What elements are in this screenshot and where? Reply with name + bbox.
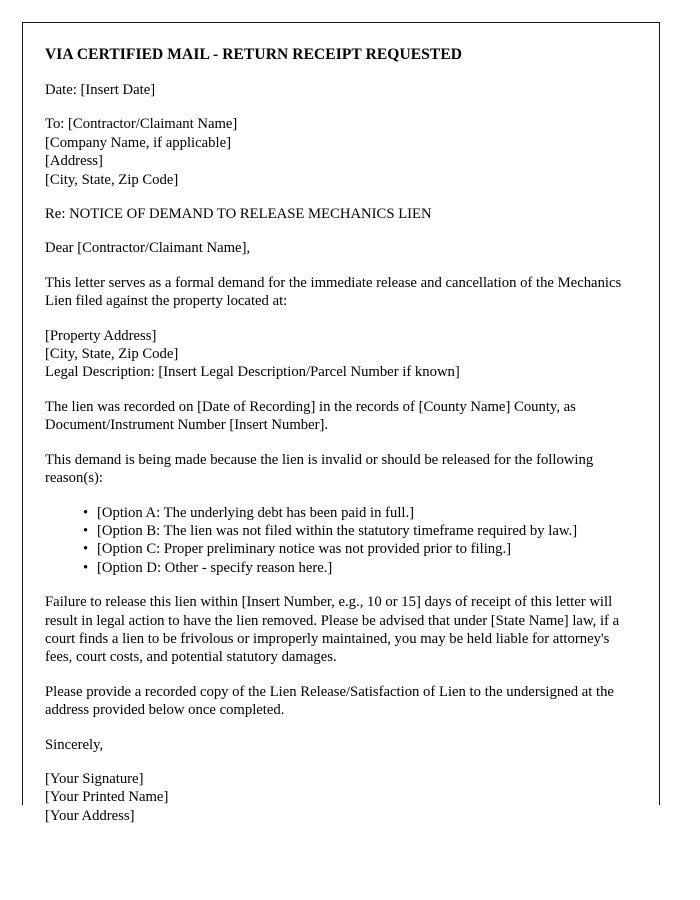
recipient-line: [Address]	[45, 153, 103, 170]
bullet-icon: •	[83, 522, 89, 539]
paragraph-demand-intro: This letter serves as a formal demand for the immediate release and cancellation of the Mechanics Lien filed against the property located at:	[45, 274, 622, 310]
recipient-line: To: [Contractor/Claimant Name]	[45, 116, 238, 133]
reasons-list	[45, 504, 635, 578]
recipient-line: [Company Name, if applicable]	[45, 134, 231, 151]
list-item	[83, 522, 635, 540]
bullet-icon: •	[83, 559, 89, 576]
property-address-block	[45, 327, 635, 382]
signature-line: [Your Address]	[45, 807, 135, 824]
paragraph-release-copy-request: Please provide a recorded copy of the Lien Release/Satisfaction of Lien to the undersigned at the address provided below once completed.	[45, 683, 614, 719]
bullet-icon: •	[83, 541, 89, 558]
signature-line: [Your Signature]	[45, 770, 144, 787]
page-title: VIA CERTIFIED MAIL - RETURN RECEIPT REQUESTED	[45, 46, 463, 63]
list-item-label: [Option D: Other - specify reason here.]	[97, 559, 333, 576]
signature-line: [Your Printed Name]	[45, 789, 169, 806]
bullet-icon: •	[83, 504, 89, 521]
list-item-label: [Option A: The underlying debt has been paid in full.]	[97, 504, 415, 521]
property-line: Legal Description: [Insert Legal Description/Parcel Number if known]	[45, 364, 460, 381]
list-item	[83, 559, 635, 577]
list-item-label: [Option B: The lien was not filed within the statutory timeframe required by law.]	[97, 522, 578, 539]
property-line: [City, State, Zip Code]	[45, 346, 179, 363]
document-body	[23, 23, 659, 825]
list-item-label: [Option C: Proper preliminary notice was not provided prior to filing.]	[97, 541, 512, 558]
closing-salutation: Sincerely,	[45, 736, 104, 753]
property-line: [Property Address]	[45, 327, 157, 344]
recipient-address-block	[45, 115, 635, 189]
list-item	[83, 504, 635, 522]
signature-block	[45, 770, 635, 825]
list-item	[83, 540, 635, 558]
salutation: Dear [Contractor/Claimant Name],	[45, 240, 251, 257]
subject-line: Re: NOTICE OF DEMAND TO RELEASE MECHANICS LIEN	[45, 206, 432, 223]
recipient-line: [City, State, Zip Code]	[45, 171, 179, 188]
paragraph-reasons-intro: This demand is being made because the lien is invalid or should be released for the following reason(s):	[45, 451, 594, 487]
paragraph-recording-details: The lien was recorded on [Date of Recording] in the records of [County Name] County, as Document/Instrument Number [Insert Number].	[45, 398, 576, 434]
document-page	[22, 22, 660, 824]
date-line: Date: [Insert Date]	[45, 82, 156, 98]
paragraph-consequences: Failure to release this lien within [Insert Number, e.g., 10 or 15] days of receipt of this letter will result in legal action to have the lien removed. Please be advised that under [State Name] law, if a court finds a lien to be frivolous or improperly maintained, you may be held liable for attorney's fees, court costs, and potential statutory damages.	[45, 594, 620, 666]
